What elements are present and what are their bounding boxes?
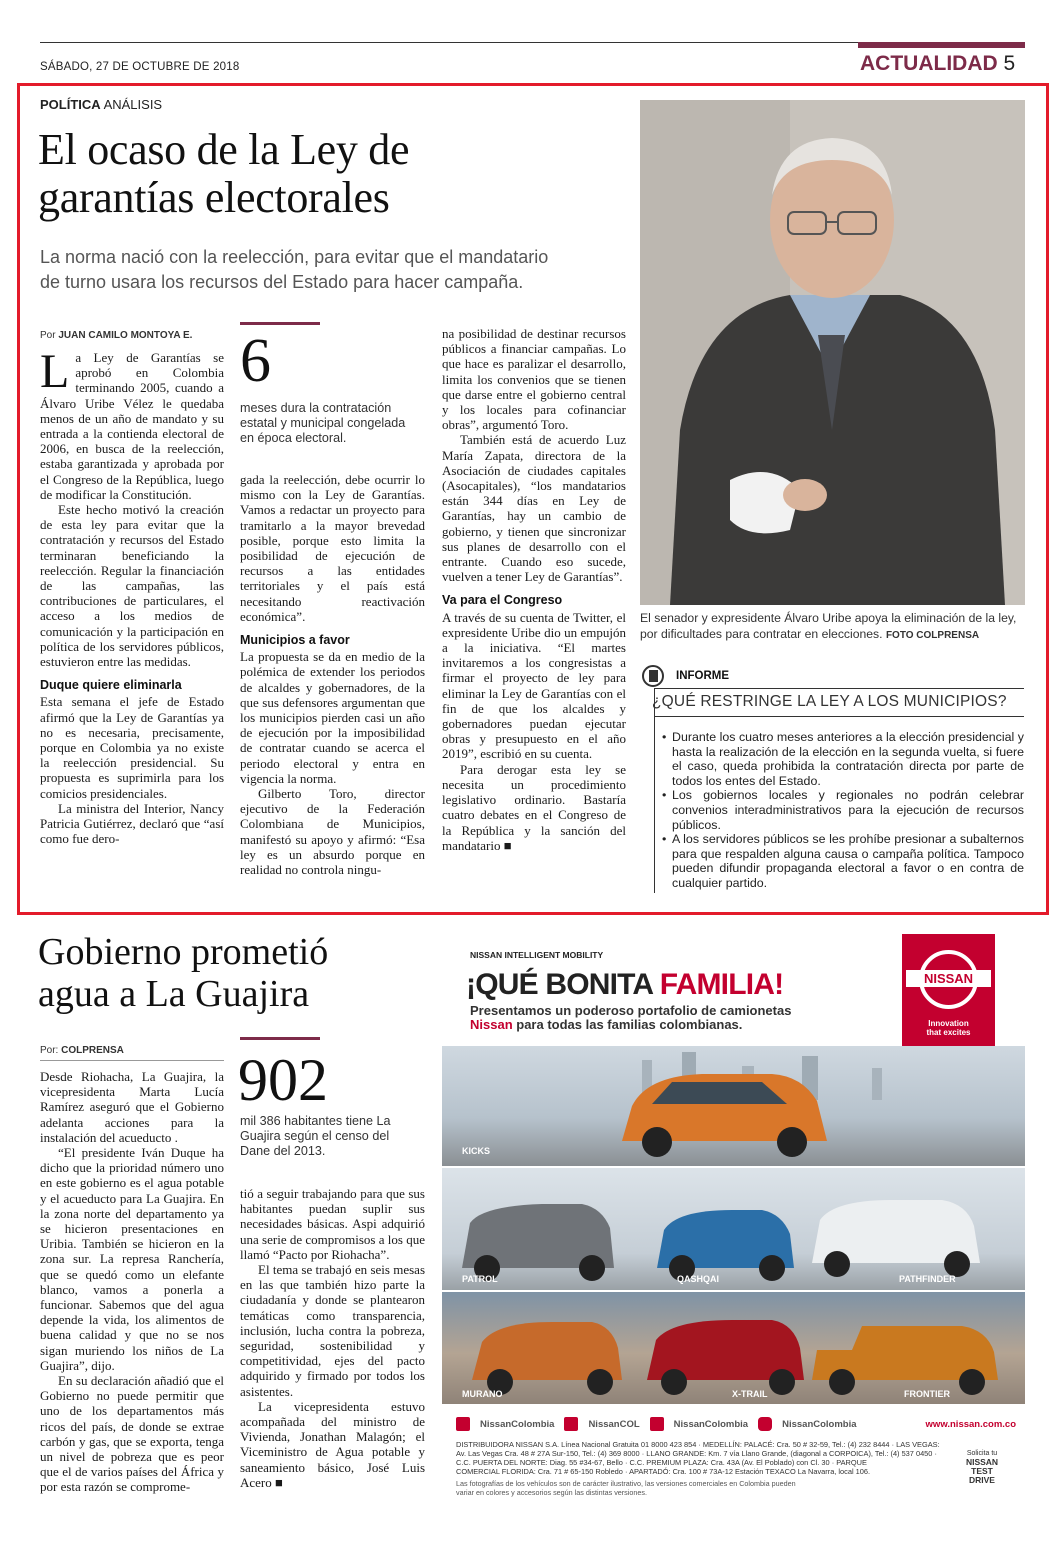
byline-author: COLPRENSA [61, 1045, 124, 1056]
photo-credit: FOTO COLPRENSA [885, 629, 980, 641]
photo-uribe [640, 100, 1025, 605]
section-name: ACTUALIDAD [860, 52, 998, 75]
test-drive-badge[interactable]: Solicita tu NISSAN TEST DRIVE [965, 1450, 999, 1485]
portrait-illustration [640, 100, 1025, 605]
byline-rule [40, 1060, 224, 1061]
ad-panel-kicks [442, 1046, 1025, 1166]
nissan-ad [442, 934, 1025, 1499]
article-2-column-2 [240, 1186, 425, 1490]
photo-caption: El senador y expresidente Álvaro Uribe apoya la eliminación de la ley, por dificultades para contratar en elecciones. FOTO COLPRENSA [640, 611, 1017, 641]
stat-rule [240, 322, 320, 325]
ad-brand-strip: NISSAN INTELLIGENT MOBILITY [470, 950, 604, 960]
informe-bullet: • Durante los cuatro meses anteriores a la elección presidencial y hasta la realización de la elección en la segunda vuelta, si fuere el caso, queda prohibida la contratación directa por parte de todos los entes del Estado. [660, 730, 1024, 788]
headline-2 [38, 931, 328, 1015]
paragraph: Este hecho motivó la creación de esta ley para evitar que la contratación y recursos del Estado terminaran beneficiando la reelección. Regular la financiación de las campañas, las contribuciones de particulares, el acceso a los medios de comunicación y la participación en política de los servidores públicos, estuvieron entre las medidas. [40, 502, 224, 670]
dropcap: L [40, 345, 70, 398]
ad-social-strip [456, 1414, 1016, 1434]
informe-label: INFORME [676, 670, 730, 682]
model-label: PATROL [462, 1274, 498, 1284]
youtube-icon[interactable] [650, 1417, 664, 1431]
social-handle[interactable]: NissanColombia [480, 1418, 555, 1430]
paragraph: tió a seguir trabajando para que sus habitantes puedan suplir sus necesidades básicas. Aspi adquirió una serie de compromisos a los que llamó “Pacto por Riohacha”. [240, 1186, 425, 1262]
social-handle[interactable]: NissanCOL [588, 1418, 640, 1430]
paragraph: En su declaración añadió que el Gobierno no puede permitir que uno de los departamentos más ricos del país, de donde se extrae carbón y gas, que se exporta, tenga un nivel de pobreza que es peor que el de varios países del África y por esta razón se comprome- [40, 1373, 224, 1495]
byline-2 [40, 1045, 124, 1056]
section-marker [858, 42, 1025, 48]
page-number: 5 [1003, 52, 1016, 75]
model-label: MURANO [462, 1389, 503, 1399]
article-2-column-1 [40, 1069, 224, 1495]
ad-headline [466, 968, 783, 1002]
paragraph: na posibilidad de destinar recursos públicos a financiar campañas. Lo que hace es paralizar el desarrollo, limita los convenios que se tienen que darse entre el gobierno central y los locales para cofinanciar obras”, argumentó Toro. [442, 326, 626, 433]
stat-rule-2 [240, 1037, 320, 1040]
kicker [40, 97, 162, 112]
subhead: Va para el Congreso [442, 593, 563, 608]
ad-disclaimer: Las fotografías de los vehículos son de carácter ilustrativo, las versiones comerciales en Colombia pueden variar en colores y accesorios según las distintas versiones. [456, 1479, 796, 1497]
informe-bullet: • A los servidores públicos se les prohíbe presionar a subalternos para que respalden alguna causa o campaña política. Tampoco pueden difundir propaganda electoral a favor o en contra de cualquier partido. [660, 832, 1024, 890]
stat-text-2: mil 386 habitantes tiene La Guajira según el censo del Dane del 2013. [240, 1114, 391, 1158]
paragraph: Para derogar esta ley se necesita un procedimiento legislativo ordinario. Bastaría cuatro debates en el Congreso de la República y la sanción del mandatario ■ [442, 761, 626, 853]
informe-icon [642, 665, 664, 687]
byline-author: JUAN CAMILO MONTOYA E. [58, 330, 193, 341]
article-column-1 [40, 345, 224, 847]
deck-line-1: La norma nació con la reelección, para evitar que el mandatario [40, 247, 549, 267]
nissan-logo-text: NISSAN [906, 970, 991, 987]
social-handle[interactable]: NissanColombia [673, 1418, 749, 1430]
suv-group-icon [442, 1168, 1025, 1290]
deck [40, 245, 548, 295]
article-column-2 [240, 472, 425, 877]
paragraph: Esta semana el jefe de Estado afirmó que la Ley de Garantías ya no es necesaria, precisamente, porque en Colombia ya no existe la reelección presidencial. Su propuesta es suprimirla para los comicios presidenciales. [40, 694, 224, 801]
truck-group-icon [442, 1292, 1025, 1404]
deck-line-2: de turno usara los recursos del Estado para hacer campaña. [40, 272, 524, 292]
kicks-car-icon [442, 1046, 1025, 1166]
model-label: KICKS [462, 1146, 491, 1156]
end-mark-icon: ■ [275, 1474, 283, 1490]
informe-rule [654, 688, 1024, 689]
paragraph: También está de acuerdo Luz María Zapata, directora de la Asociación de ciudades capitales (Asocapitales), “los mandatarios están 344 días en Ley de Garantías, hay un cambio de gobierno, y tienen que sincronizar sus planes de desarrollo con el entrante. Cuando eso sucede, vuelven a tener Ley de Garantías”. [442, 432, 626, 585]
model-label: PATHFINDER [899, 1274, 956, 1284]
ad-headline-a: ¡QUÉ BONITA [466, 968, 660, 1001]
headline-line-1: El ocaso de la Ley de [38, 125, 410, 174]
paragraph: La ministra del Interior, Nancy Patricia Gutiérrez, declaró que “así como fue dero- [40, 800, 224, 847]
subhead: Duque quiere eliminarla [40, 678, 182, 693]
byline-prefix: Por: [40, 1045, 59, 1056]
ad-panel-bottom [442, 1292, 1025, 1404]
model-label: FRONTIER [904, 1389, 950, 1399]
stat-number-2: 902 [238, 1047, 328, 1113]
ad-dealers: DISTRIBUIDORA NISSAN S.A. Línea Nacional Gratuita 01 8000 423 854 · MEDELLÍN: PALACÉ: Cra. 50 # 32-59, Tel.: (4) 232 8444 · LAS VEGAS: Av. Las Vegas Cra. 48 # 27A Sur-150, Tel.: (4) 369 8000 · LLANO GRANDE: Km. 7 vía Llano Grande, (diagonal a CORPOICA), Tel.: (4) 537 0450 · C.C. PUERTA DEL NORTE: Diag. 55 #34-67, Bello · C.C. PREMIUM PLAZA: Cra. 43A (Av. El Poblado) con Cl. 30 · PARQUE COMERCIAL FLORIDA: Cra. 71 # 65-150 Robledo · APARTADÓ: Cra. 100 # 73A-12 Estación TEXACO La Navarra, local 106. [456, 1440, 940, 1476]
issue-date: SÁBADO, 27 DE OCTUBRE DE 2018 [40, 61, 240, 73]
facebook-icon[interactable] [564, 1417, 578, 1431]
kicker-type: ANÁLISIS [103, 97, 163, 112]
model-label: QASHQAI [677, 1274, 720, 1284]
stat-number: 6 [240, 327, 271, 395]
stat-text: meses dura la contratación estatal y municipal congelada en época electoral. [240, 401, 406, 445]
social-handle[interactable]: NissanColombia [782, 1418, 857, 1430]
ad-panel-middle [442, 1168, 1025, 1290]
informe-question: ¿QUÉ RESTRINGE LA LEY A LOS MUNICIPIOS? [652, 693, 1007, 710]
paragraph: a Ley de Garantías se aprobó en Colombia terminando 2005, cuando a Álvaro Uribe Vélez le quedaba menos de un año de mandato y su entrada a la contienda electoral de 2006, en busca de la reelección, estaba garantizada y aprobada por el Congreso de la República, luego de modificar la Constitución. [40, 350, 224, 502]
informe-divider [654, 688, 655, 893]
ad-subline [470, 1004, 791, 1032]
informe-list [660, 730, 1024, 891]
byline-prefix: Por [40, 330, 56, 341]
paragraph: El tema se trabajó en seis mesas en las que también hizo parte la ciudadanía y donde se plantearon temáticas como transparencia, inclusión, lucha contra la pobreza, seguridad, sostenibilidad y competitividad, ejes del pacto adquirido y firmado por todos los asistentes. [240, 1262, 425, 1399]
paragraph: Gilberto Toro, director ejecutivo de la Federación Colombiana de Municipios, manifestó su apoyo y afirmó: “Esa ley es un absurdo porque en realidad no controla ningu- [240, 786, 425, 878]
paragraph: La propuesta se da en medio de la polémica de extender los periodos de alcaldes y gobernadores, de la que sus defensores argumentan que los municipios pierden casi un año de ejecución por la imposibilidad de contratar cuando se acerca el periodo electoral y entra en vigencia la norma. [240, 649, 425, 786]
twitter-icon[interactable] [456, 1417, 470, 1431]
ad-sub-2: para todas las familias colombianas. [512, 1017, 743, 1032]
paragraph: “El presidente Iván Duque ha dicho que la prioridad número uno en este gobierno es el agua potable y el acueducto para La Guajira. En la zona norte del departamento ya se hicieron presentaciones en Uribia. También se hicieron en la zona sur. La represa Ranchería, que se quedó como un elefante blanco, vamos a ponerla a funcionar. Sabemos que del agua depende la vida, los alimentos de buena calidad y que no se nos sigan muriendo los niños de La Guajira”, dijo. [40, 1145, 224, 1373]
kicker-section: POLÍTICA [40, 97, 101, 112]
article-column-3 [442, 326, 626, 853]
paragraph: A través de su cuenta de Twitter, el expresidente Uribe dio un empujón a la iniciativa. “El martes invitaremos a los congresistas a firmar el proyecto de ley para eliminar la Ley de Garantías con el fin de que los alcaldes y gobernadores puedan ejecutar obras y presupuesto en el año 2019”, escribió en su cuenta. [442, 609, 626, 762]
byline [40, 330, 192, 341]
nissan-logo-box [902, 934, 995, 1046]
subhead: Municipios a favor [240, 633, 350, 648]
headline-2-line-2: agua a La Guajira [38, 973, 310, 1015]
informe-rule-bottom [654, 716, 1024, 717]
instagram-icon[interactable] [758, 1417, 772, 1431]
ad-headline-b: FAMILIA! [659, 968, 784, 1001]
informe-bullet: • Los gobiernos locales y regionales no podrán celebrar convenios interadministrativos para la ejecución de recursos públicos. [660, 788, 1024, 832]
paragraph: gada la reelección, debe ocurrir lo mismo con la Ley de Garantías. Vamos a redactar un proyecto para tramitarlo a la mayor brevedad posible, porque esto limita la posibilidad de ejecución de recursos a las entidades territoriales y el país está necesitando reactivación económica”. [240, 472, 425, 624]
ad-sub-brand: Nissan [470, 1017, 513, 1032]
model-label: X-TRAIL [732, 1389, 768, 1399]
ad-sub-1: Presentamos un poderoso portafolio de camionetas [470, 1003, 792, 1018]
headline-line-2: garantías electorales [38, 173, 390, 222]
website-link[interactable]: www.nissan.com.co [925, 1418, 1016, 1430]
paragraph: La vicepresidenta estuvo acompañada del ministro de Vivienda, Jonathan Malagón; el Viceministro de Agua potable y saneamiento básico, José Luis Acero ■ [240, 1398, 425, 1490]
headline [38, 126, 409, 222]
section-label [860, 52, 1015, 76]
nissan-tagline: Innovation that excites [926, 1019, 971, 1037]
headline-2-line-1: Gobierno prometió [38, 931, 329, 973]
end-mark-icon: ■ [503, 837, 512, 853]
paragraph: Desde Riohacha, La Guajira, la vicepresidenta Marta Lucía Ramírez aseguró que el Gobierno adelanta acciones para la instalación del acueducto . [40, 1069, 224, 1145]
